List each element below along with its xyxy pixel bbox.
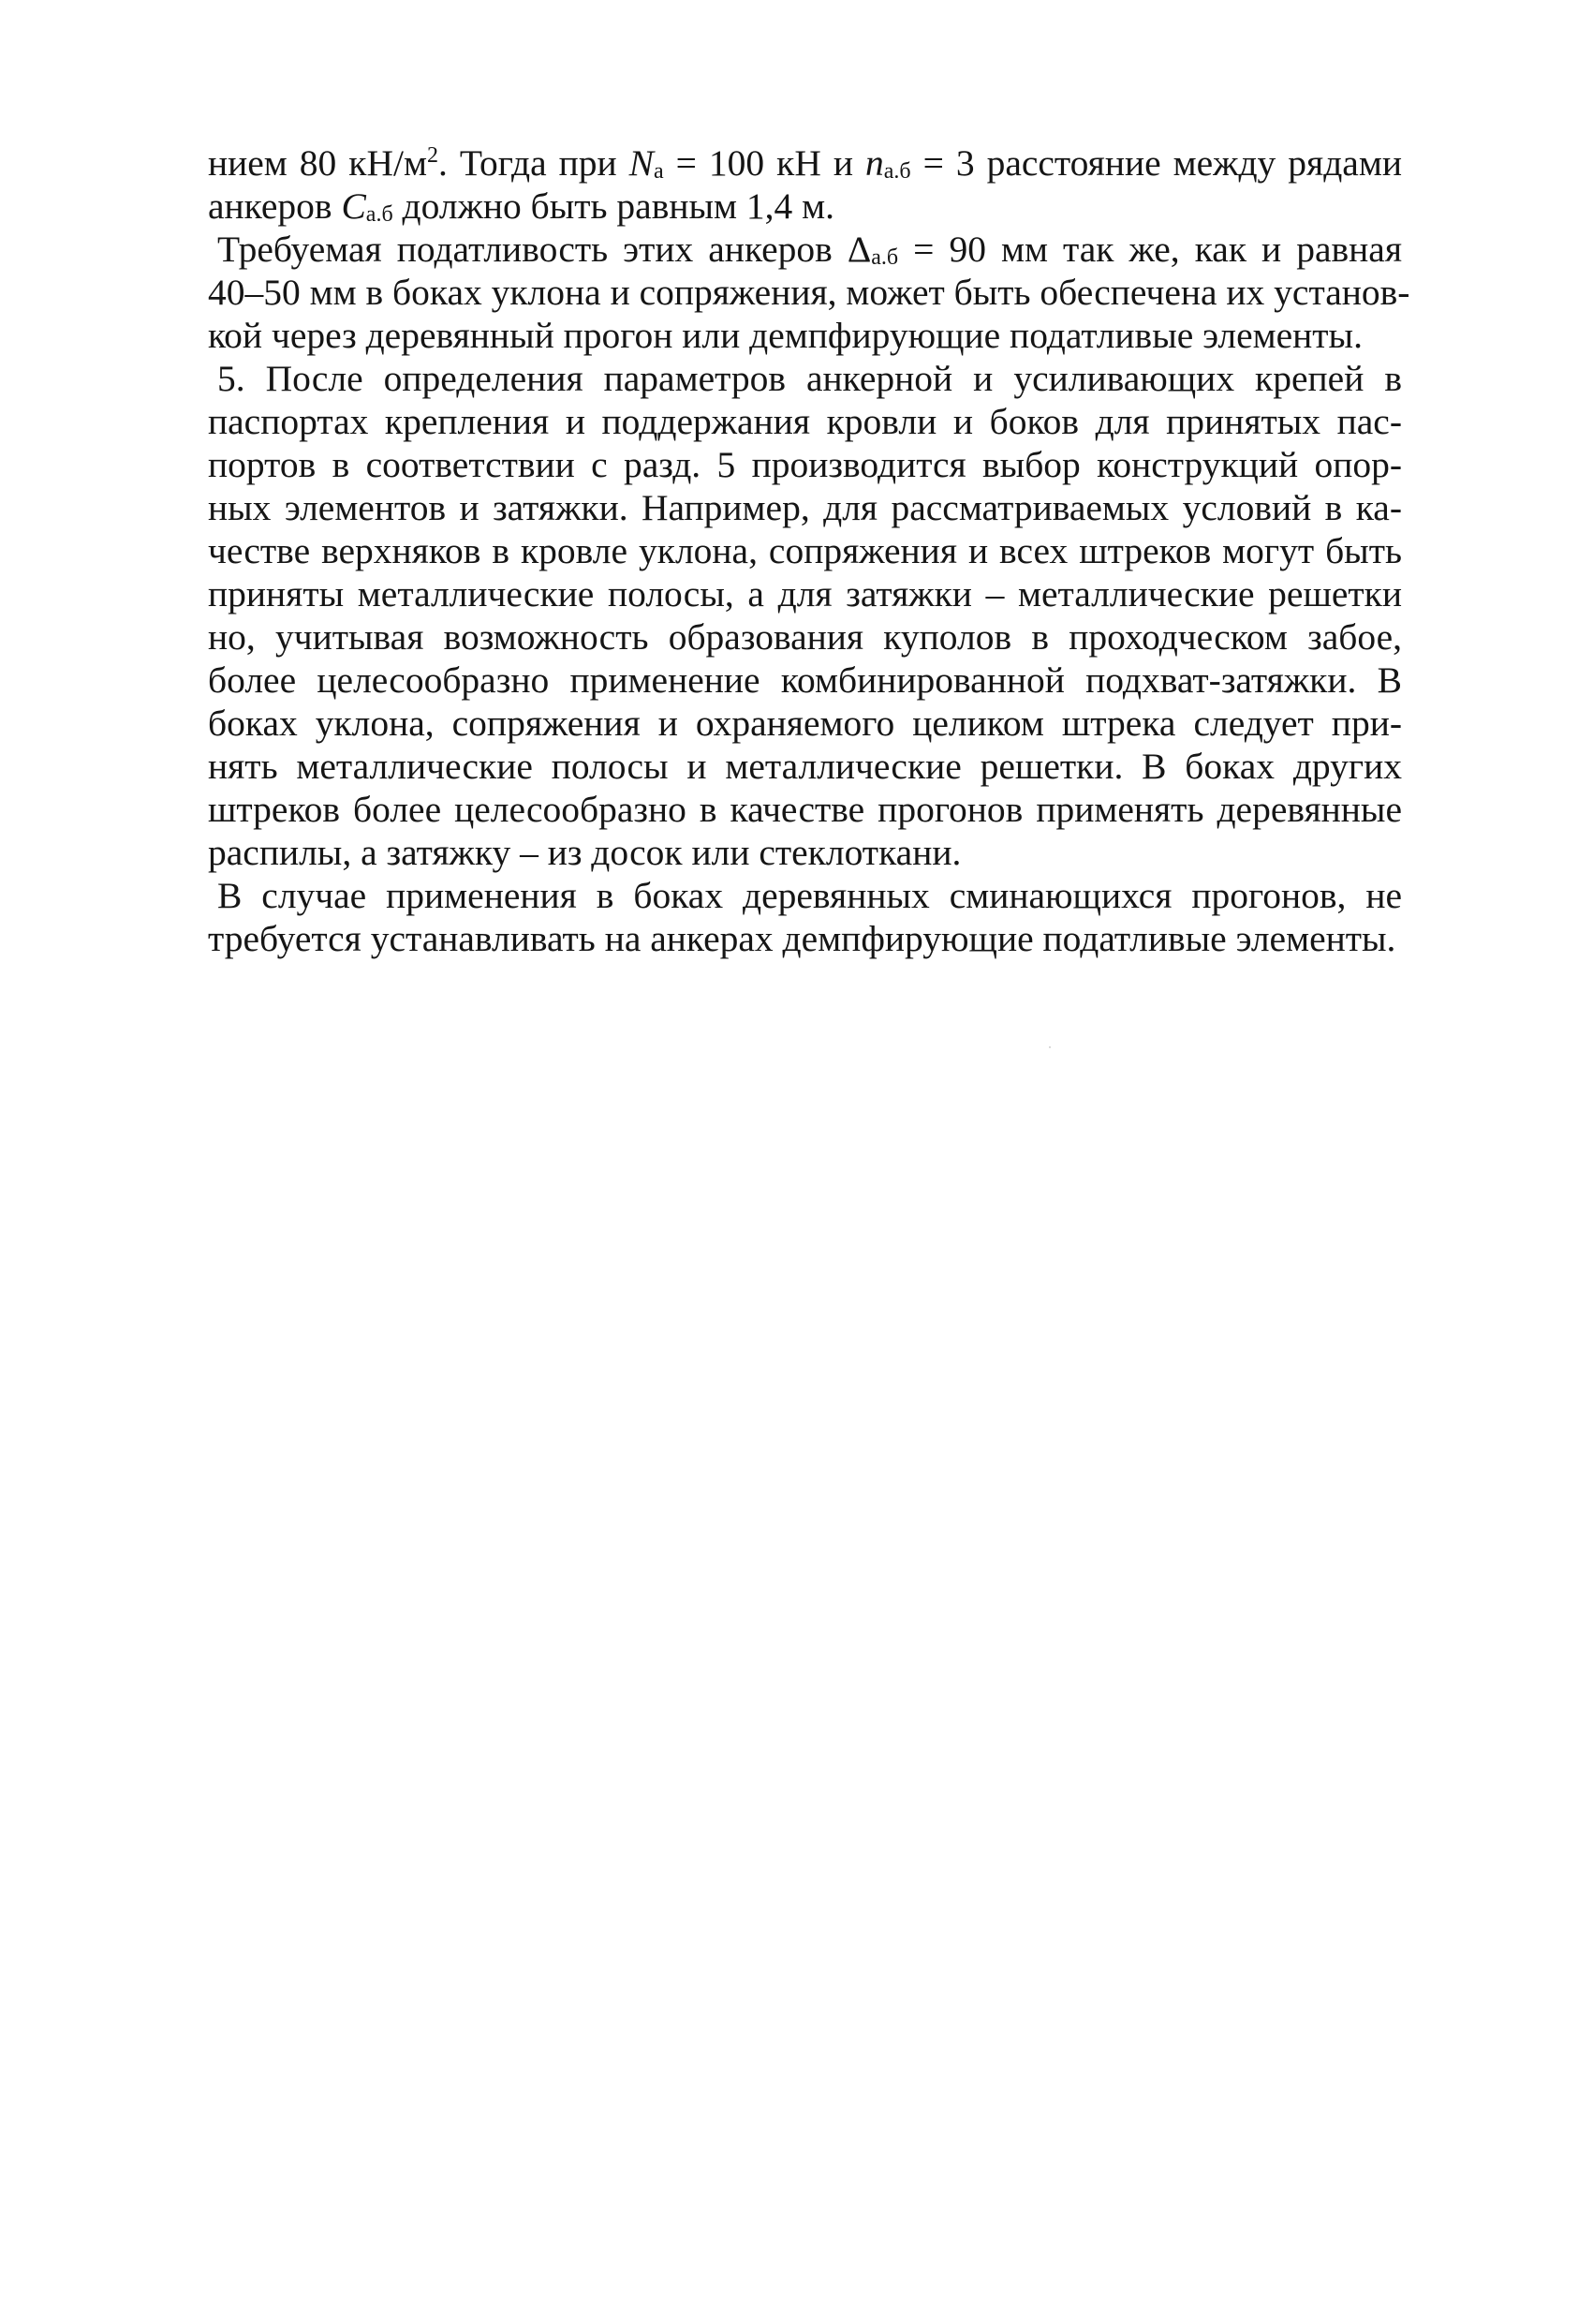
text-line [208,228,1402,271]
text-line: ных элементов и затяжки. Например, для рассматриваемых условий в ка- [208,487,1402,528]
subscript: а.б [365,202,393,227]
text-run: Требуемая податливость этих анкеров Δ [217,229,872,270]
superscript: 2 [426,143,438,168]
math-symbol: n [864,142,884,184]
text-run: нием 80 кН/м [208,142,427,184]
text-run: . Тогда при [437,142,629,184]
paragraph-1 [208,141,1402,228]
subscript: а.б [883,159,911,184]
text-line: В случае применения в боках деревянных сминающихся прогонов, не [217,875,1402,916]
text-run: = 3 расстояние между рядами [910,142,1402,184]
text-line: более целесообразно применение комбинированной подхват-затяжки. В [208,659,1402,701]
subscript: а [653,159,664,184]
text-line: нять металлические полосы и металлические решетки. В боках других [208,746,1402,787]
text-line: боках уклона, сопряжения и охраняемого целиком штрека следует при- [208,703,1402,744]
text-run: анкеров [208,185,342,227]
text-line: 5. После определения параметров анкерной и усиливающих крепей в [217,358,1402,399]
paragraph-2 [208,228,1410,357]
text-line: кой через деревянный прогон или демпфирующие податливые элементы. [208,315,1363,356]
text-line: штреков более целесообразно в качестве прогонов применять деревянные [208,789,1402,830]
scan-speck [1049,1046,1051,1048]
math-symbol: N [628,142,654,184]
text-line [208,185,1402,228]
subscript: а.б [871,245,899,270]
text-line: портов в соответствии с разд. 5 производится выбор конструкций опор- [208,444,1402,485]
text-line [208,141,1402,185]
text-run: должно быть равным 1,4 м. [392,185,835,227]
paragraph-4 [208,874,1402,960]
text-line: распилы, а затяжку – из досок или стеклоткани. [208,832,962,873]
text-line: но, учитывая возможность образования куполов в проходческом забое, [208,616,1402,658]
text-line: требуется устанавливать на анкерах демпфирующие податливые элементы. [208,918,1396,959]
text-run: = 90 мм так же, как и равная [898,229,1402,270]
text-line: паспортах крепления и поддержания кровли и боков для принятых пас- [208,401,1402,442]
text-line: приняты металлические полосы, а для затяжки – металлические решетки [208,573,1402,614]
text-line: честве верхняков в кровле уклона, сопряжения и всех штреков могут быть [208,530,1402,571]
text-run: = 100 кН и [663,142,865,184]
math-symbol: C [341,185,366,227]
text-line: 40–50 мм в боках уклона и сопряжения, может быть обеспечена их установ- [208,272,1410,313]
document-page [208,141,1410,960]
paragraph-3 [208,357,1402,874]
